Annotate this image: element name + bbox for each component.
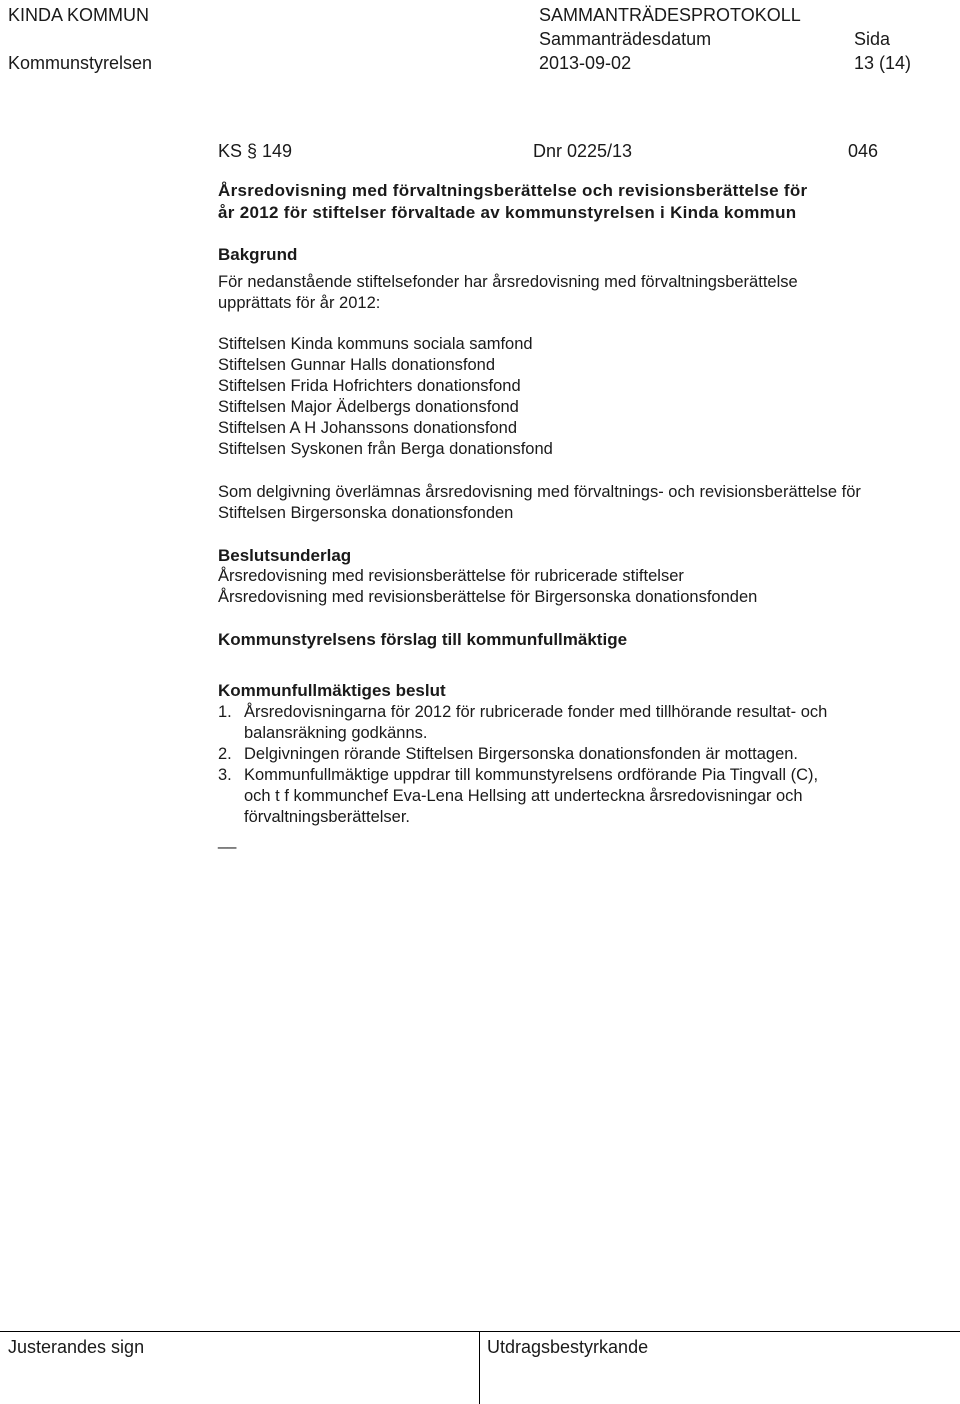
end-mark: __ [218,831,237,849]
decision-item-1-line-2: balansräkning godkänns. [244,724,428,742]
page-label: Sida [854,29,891,49]
footer-column-divider [479,1331,480,1404]
basis-item: Årsredovisning med revisionsberättelse för rubricerade stiftelser [218,567,684,585]
diary-number: Dnr 0225/13 [533,141,633,161]
case-number: KS § 149 [218,141,293,161]
decision-item-3-line-3: förvaltningsberättelser. [244,808,411,826]
foundation-item: Stiftelsen Gunnar Halls donationsfond [218,356,496,374]
meeting-date: 2013-09-02 [539,53,632,73]
decision-item-2-line-1: Delgivningen rörande Stiftelsen Birgersonska donationsfonden är mottagen. [244,745,799,763]
delivery-note-line-1: Som delgivning överlämnas årsredovisning med förvaltnings- och revisionsberättelse för [218,483,861,501]
decision-heading: Kommunfullmäktiges beslut [218,681,446,700]
page-number: 13 (14) [854,53,912,73]
board-name: Kommunstyrelsen [8,53,153,73]
decision-item-1-number: 1. [218,703,232,721]
background-heading: Bakgrund [218,245,298,264]
case-code: 046 [848,141,879,161]
basis-item: Årsredovisning med revisionsberättelse för Birgersonska donationsfonden [218,588,758,606]
foundation-item: Stiftelsen A H Johanssons donationsfond [218,419,518,437]
decision-item-3-number: 3. [218,766,232,784]
background-intro-line-2: upprättats för år 2012: [218,294,381,312]
footer-divider [0,1331,960,1332]
case-title-line-2: år 2012 för stiftelser förvaltade av kommunstyrelsen i Kinda kommun [218,203,797,222]
decision-item-1-line-1: Årsredovisningarna för 2012 för rubricerade fonder med tillhörande resultat- och [244,703,828,721]
foundation-item: Stiftelsen Kinda kommuns sociala samfond [218,335,533,353]
decision-item-2-number: 2. [218,745,232,763]
foundation-item: Stiftelsen Syskonen från Berga donationsfond [218,440,553,458]
delivery-note-line-2: Stiftelsen Birgersonska donationsfonden [218,504,514,522]
background-intro-line-1: För nedanstående stiftelsefonder har årsredovisning med förvaltningsberättelse [218,273,798,291]
extract-certification-label: Utdragsbestyrkande [487,1337,649,1357]
adjuster-sign-label: Justerandes sign [8,1337,145,1357]
case-title-line-1: Årsredovisning med förvaltningsberättelse och revisionsberättelse för [218,181,808,200]
basis-heading: Beslutsunderlag [218,546,352,565]
org-name: KINDA KOMMUN [8,5,150,25]
decision-item-3-line-2: och t f kommunchef Eva-Lena Hellsing att underteckna årsredovisningar och [244,787,803,805]
decision-item-3-line-1: Kommunfullmäktige uppdrar till kommunstyrelsens ordförande Pia Tingvall (C), [244,766,819,784]
proposal-heading: Kommunstyrelsens förslag till kommunfullmäktige [218,630,628,649]
document-type: SAMMANTRÄDESPROTOKOLL [539,5,801,25]
date-label: Sammanträdesdatum [539,29,712,49]
foundation-item: Stiftelsen Major Ädelbergs donationsfond [218,398,519,416]
foundation-item: Stiftelsen Frida Hofrichters donationsfond [218,377,521,395]
